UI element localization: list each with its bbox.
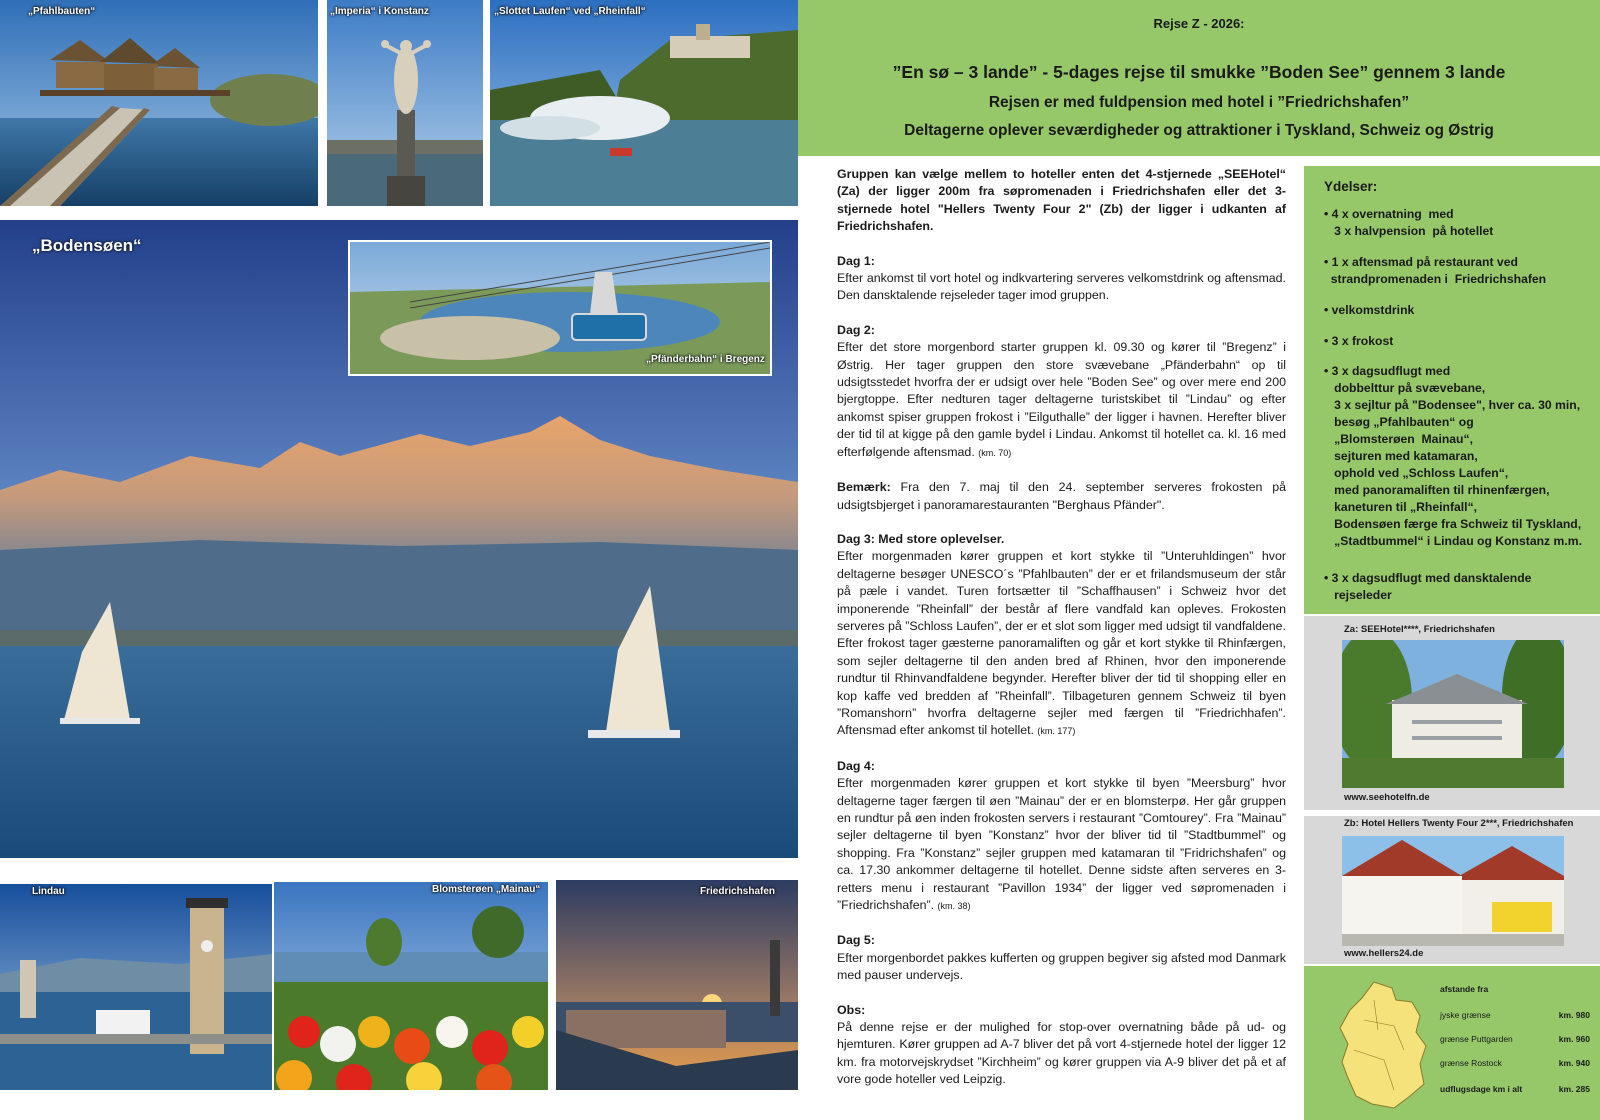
hotel-zb-photo — [1342, 836, 1564, 946]
hotel-zb-box — [1304, 816, 1600, 964]
day-4-text: Efter morgenmaden kører gruppen et kort stykke til byen ”Meersburg” hvor deltagerne tager færgen til øen ”Mainau” der er en blomsterpø. Her går gruppen en rundtur på øen inden frokosten servers i restaurant ”Comtourey”. Fra ”Mainau” sejler deltagerne til byen ”Konstanz” hvor der bliver tid til ”Stadtbummel” og shopping. Fra ”Konstanz” sejler gruppen med katamaran til ”Fridrichshafen” og ca. 17.30 ankommer deltagerne til hotellet. Denne sidste aften serveres en 3-retters menu i restaurant ”Pavillon 1934” der ligger ved søpromenaden i ”Friedrichshafen”. — [837, 776, 1286, 913]
distances-title: afstande fra — [1440, 984, 1489, 994]
day-1-text: Efter ankomst til vort hotel og indkvartering serveres velkomstdrink og aftensmad. Den dansktalende rejseleder tager imod gruppen. — [837, 271, 1286, 303]
photo-lindau — [0, 884, 272, 1090]
trip-code: Rejse Z - 2026: — [1153, 16, 1245, 31]
caption-pfahlbauten: „Pfahlbauten“ — [28, 6, 96, 17]
day-3-km: (km. 177) — [1037, 726, 1076, 737]
page-subtitle-2: Deltagerne oplever seværdigheder og attraktioner i Tyskland, Schweiz og Østrig — [904, 122, 1494, 139]
caption-imperia: „Imperia“ i Konstanz — [330, 6, 429, 17]
distance-label: grænse Rostock — [1440, 1058, 1502, 1068]
hotel-za-photo — [1342, 640, 1564, 788]
photo-friedrichshafen — [556, 880, 798, 1090]
service-item: • 3 x dagsudflugt med dobbelttur på svævebane, 3 x sejltur på "Bodensee", hver ca. 30 min, besøg „Pfahlbauten“ og „Blomsterøen Mainau“, sejturen med katamaran, ophold ved „Schloss Laufen“, med panoramaliften til rhinenfærgen, kaneturen til „Rheinfall“, Bodensøen færge fra Schweiz til Tyskland, „Stadtbummel“ i Lindau og Konstanz m.m. — [1324, 364, 1582, 548]
day-3-text: Efter morgenmaden kører gruppen et kort stykke til ”Unteruhldingen” hvor deltagerne besøger UNESCO´s ”Pfahlbauten” der er et frilandsmuseum der står på pæle i vandet. Turen fortsætter til ”Schaffhausen” i Schweiz hvor det imponerende ”Rheinfall” der består af flere vandfald kan opleves. Frokosten serveres på ”Schloss Laufen”, der er et slot som ligger med udsigt til vandfaldene. Efter frokost tager gæsterne panoramaliften og går et kort stykke til Rhinfærgen, som sejler deltagerne til den anden bred af Rhinen, hvor den imponerende rundtur til Rhinvandfaldene begynder. Herefter bliver der tid til shopping eller en kop kaffe ved bredden af ”Rheinfall”. Tilbageturen gennem Schweiz til byen ”Romanshorn” hvorfra deltagerne sejler med færgen til ”Friedrichhafen”. Aftensmad efter ankomst til hotellet. — [837, 549, 1286, 738]
distance-value: km. 980 — [1558, 1010, 1590, 1020]
day-4-km: (km. 38) — [937, 901, 971, 912]
hotel-za-title: Za: SEEHotel****, Friedrichshafen — [1344, 624, 1495, 635]
germany-map-icon — [1334, 980, 1434, 1112]
day-5-heading: Dag 5: — [837, 933, 875, 948]
caption-friedrichshafen: Friedrichshafen — [700, 886, 776, 897]
caption-mainau: Blomsterøen „Mainau“ — [432, 884, 541, 895]
service-item: • velkomstdrink — [1324, 303, 1415, 317]
distance-label: grænse Puttgarden — [1440, 1034, 1513, 1044]
services-title: Ydelser: — [1324, 179, 1378, 194]
service-item: • 4 x overnatning med 3 x halvpension på hotellet — [1324, 207, 1494, 238]
page-title: ”En sø – 3 lande” - 5-dages rejse til smukke ”Boden See” gennem 3 lande — [892, 62, 1506, 82]
services-box — [1304, 166, 1600, 614]
distance-label: jyske grænse — [1440, 1010, 1491, 1020]
distance-value: km. 940 — [1558, 1058, 1590, 1068]
page-subtitle: Rejsen er med fuldpension med hotel i ”Friedrichshafen” — [988, 94, 1410, 111]
day-2-heading: Dag 2: — [837, 322, 875, 337]
service-item: • 1 x aftensmad på restaurant ved strandpromenaden i Friedrichshafen — [1324, 255, 1547, 286]
obs-text: På denne rejse er der mulighed for stop-over overnatning både på ud- og hjemturen. Kører gruppen ad A-7 bliver det på vort 4-stjernede hotel der ligger 12 km. fra motorvejskrydset ”Kirchheim” og kører gruppen via A-9 bliver det på et af vore gode hoteller ved Leipzig. — [837, 1020, 1286, 1087]
note-text: Fra den 7. maj til den 24. september serveres frokosten på udsigtsbjerget i panoramarestauranten "Berghaus Pfänder". — [837, 480, 1286, 512]
obs-heading: Obs: — [837, 1002, 866, 1017]
hotel-za-box — [1304, 616, 1600, 810]
itinerary-text — [837, 166, 1286, 1089]
day-5-text: Efter morgenbordet pakkes kufferten og gruppen begiver sig afsted mod Danmark med pauser undervejs. — [837, 950, 1286, 983]
caption-bodensoen: „Bodensøen“ — [32, 236, 142, 255]
note-heading: Bemærk: — [837, 480, 891, 495]
service-item: • 3 x dagsudflugt med dansktalende rejseleder — [1324, 571, 1532, 602]
distance-value: km. 285 — [1558, 1084, 1590, 1094]
day-4-heading: Dag 4: — [837, 758, 875, 773]
hotel-za-url[interactable]: www.seehotelfn.de — [1344, 792, 1430, 803]
distance-label: udflugsdage km i alt — [1440, 1084, 1523, 1094]
caption-lindau: Lindau — [32, 886, 65, 897]
intro-text: Gruppen kan vælge mellem to hoteller enten det 4-stjernede „SEEHotel“ (Za) der ligger 200m fra søpromenaden i Friedrichshafen eller det 3-stjernede hotel "Hellers Twenty Four 2" (Zb) der ligger i udkanten af Friedrichshafen. — [837, 167, 1286, 234]
service-item: • 3 x frokost — [1324, 334, 1394, 348]
day-2-text: Efter det store morgenbord starter gruppen kl. 09.30 og kører til ”Bregenz” i Østrig. Her tager gruppen den store svævebane „Pfänderbahn“ op til udsigtsstedet hvorfra der er udsigt over hele ”Boden See” og over mere end 200 bjergtoppe. Efter nedturen tager deltagerne turistskibet til ”Lindau” og efter ankomst spiser gruppen frokost i ”Eilguthalle” der ligger i havnen. Herefter bliver der tid til at kigge på den gamle bydel i Lindau. Ankomst til hotellet ca. kl. 16 med efterfølgende aftensmad. — [837, 340, 1286, 459]
distances-box — [1304, 966, 1600, 1120]
day-2-km: (km. 70) — [978, 447, 1012, 458]
header-band — [798, 0, 1600, 156]
caption-slottet-laufen: „Slottet Laufen“ ved „Rheinfall“ — [494, 6, 646, 17]
hotel-zb-title: Zb: Hotel Hellers Twenty Four 2***, Friedrichshafen — [1344, 818, 1574, 829]
day-1-heading: Dag 1: — [837, 253, 875, 268]
photo-mainau — [274, 882, 548, 1090]
photo-slottet-laufen — [490, 0, 798, 206]
distance-value: km. 960 — [1558, 1034, 1590, 1044]
caption-pfanderbahn: „Pfänderbahn“ i Bregenz — [646, 354, 765, 365]
hotel-zb-url[interactable]: www.hellers24.de — [1344, 948, 1424, 959]
day-3-heading: Dag 3: Med store oplevelser. — [837, 531, 1005, 546]
photo-pfahlbauten — [0, 0, 318, 206]
photo-imperia — [327, 0, 483, 206]
